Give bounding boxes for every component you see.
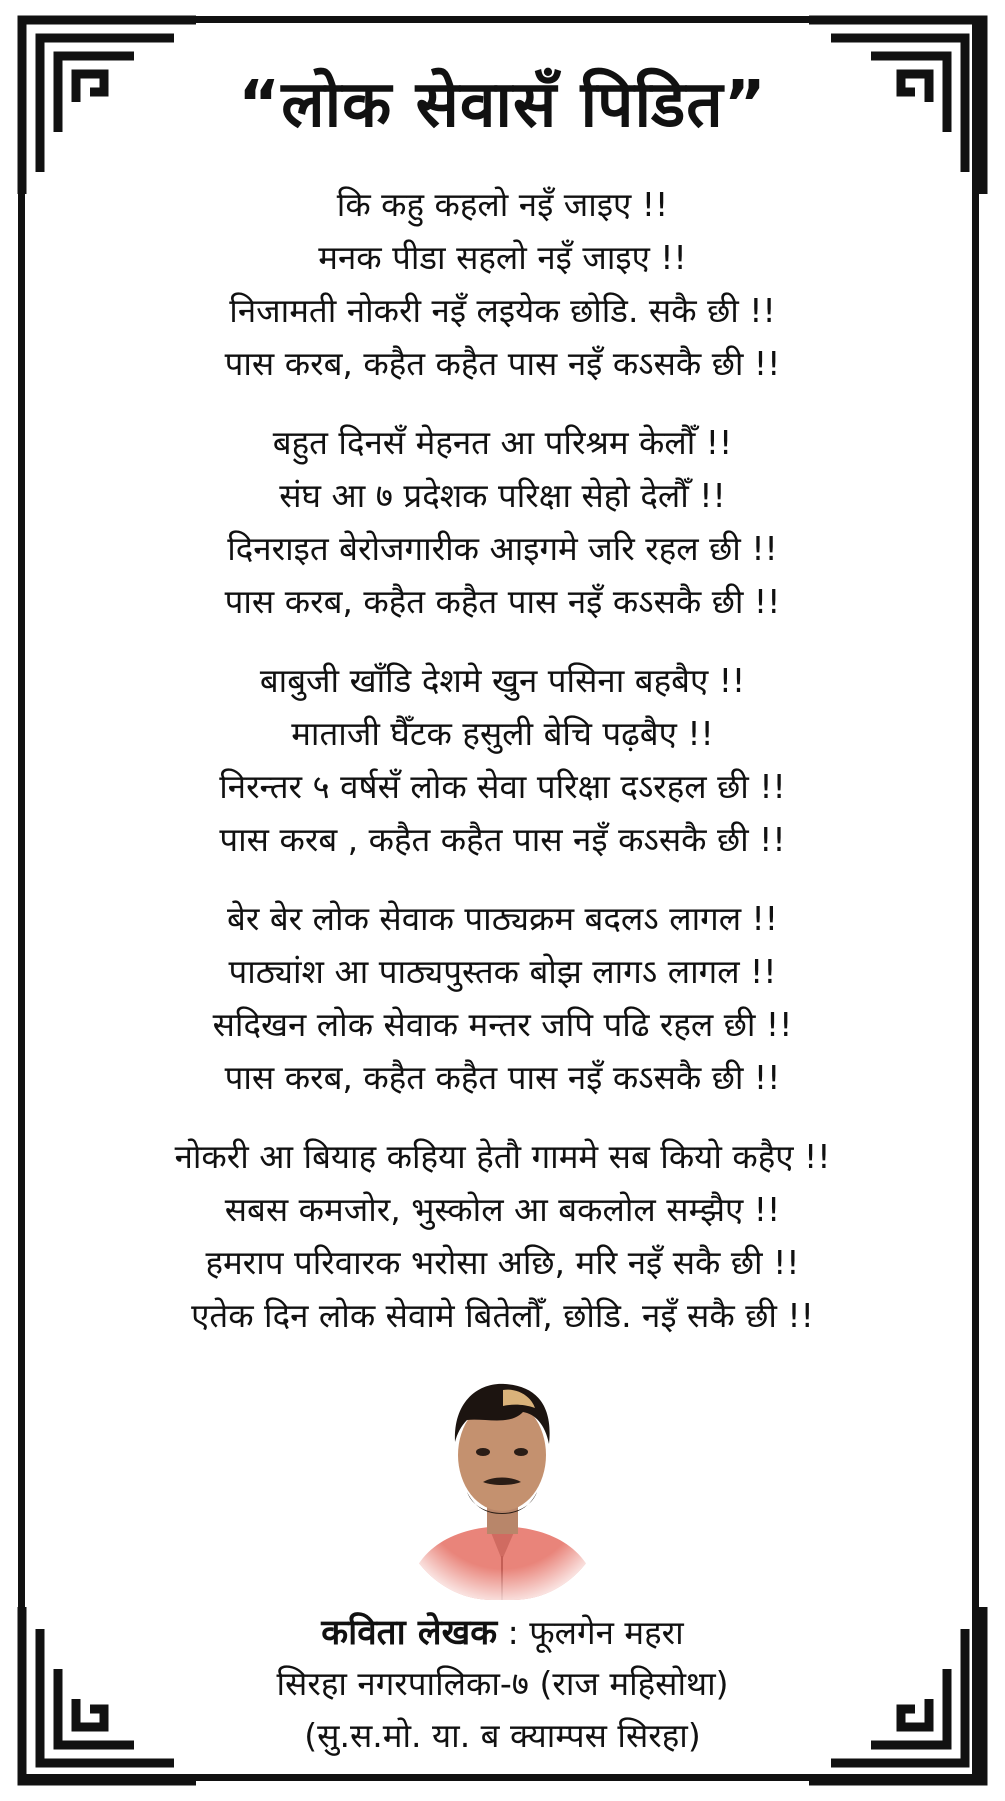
poem-line: मनक पीडा सहलो नइँ जाइए !!: [318, 238, 687, 277]
poem-line: निरन्तर ५ वर्षसँ लोक सेवा परिक्षा दऽरहल छी !!: [219, 767, 786, 806]
poem-line: बाबुजी खाँडि देशमे खुन पसिना बहबैए !!: [259, 661, 746, 700]
stanza-5: [60, 1130, 945, 1342]
credit-label: कविता लेखक: [321, 1613, 498, 1653]
poem-line: दिनराइत बेरोजगारीक आइगमे जरि रहल छी !!: [227, 529, 778, 568]
poem-line: पास करब , कहैत कहैत पास नइँ कऽसकै छी !!: [219, 820, 786, 859]
poem-line: सदिखन लोक सेवाक मन्तर जपि पढि रहल छी !!: [212, 1005, 793, 1044]
stanza-1: [60, 178, 945, 390]
poem-line: पाठ्यांश आ पाठ्यपुस्तक बोझ लागऽ लागल !!: [228, 952, 777, 991]
stanza-3: [60, 654, 945, 866]
poem-line: कि कहु कहलो नइँ जाइए !!: [336, 185, 669, 224]
poem-line: पास करब, कहैत कहैत पास नइँ कऽसकै छी !!: [224, 1058, 781, 1097]
author-name: फूलगेन महरा: [529, 1613, 684, 1652]
poem-line: संघ आ ७ प्रदेशक परिक्षा सेहो देलौँ !!: [279, 476, 726, 515]
author-photo: [395, 1360, 610, 1600]
author-portrait-icon: [395, 1360, 610, 1600]
poem-line: हमराप परिवारक भरोसा अछि, मरि नइँ सकै छी !!: [205, 1243, 800, 1282]
poem-line: बहुत दिनसँ मेहनत आ परिश्रम केलौँ !!: [272, 423, 733, 462]
poem-line: एतेक दिन लोक सेवामे बितेलौँ, छोडि. नइँ सकै छी !!: [191, 1296, 814, 1335]
poem-body: [60, 178, 945, 1368]
author-address: सिरहा नगरपालिका-७ (राज महिसोथा): [276, 1664, 729, 1703]
poem-line: पास करब, कहैत कहैत पास नइँ कऽसकै छी !!: [224, 344, 781, 383]
poem-line: सबस कमजोर, भुस्कोल आ बकलोल सम्झैए !!: [224, 1190, 781, 1229]
credit-separator: :: [497, 1613, 530, 1652]
poem-line: निजामती नोकरी नइँ लइयेक छोडि. सकै छी !!: [229, 291, 776, 330]
poem-line: नोकरी आ बियाह कहिया हेतौ गाममे सब कियो कहैए !!: [174, 1137, 831, 1176]
stanza-4: [60, 892, 945, 1104]
poem-line: माताजी घैँटक हसुली बेचि पढ़बैए !!: [291, 714, 714, 753]
author-credit: [0, 1608, 1005, 1655]
author-institution: (सु.स.मो. या. ब क्याम्पस सिरहा): [304, 1716, 701, 1755]
poem-line: बेर बेर लोक सेवाक पाठ्यक्रम बदलऽ लागल !!: [226, 899, 779, 938]
poem-title: “लोक सेवासँ पिडित”: [238, 68, 767, 142]
stanza-2: [60, 416, 945, 628]
poem-line: पास करब, कहैत कहैत पास नइँ कऽसकै छी !!: [224, 582, 781, 621]
